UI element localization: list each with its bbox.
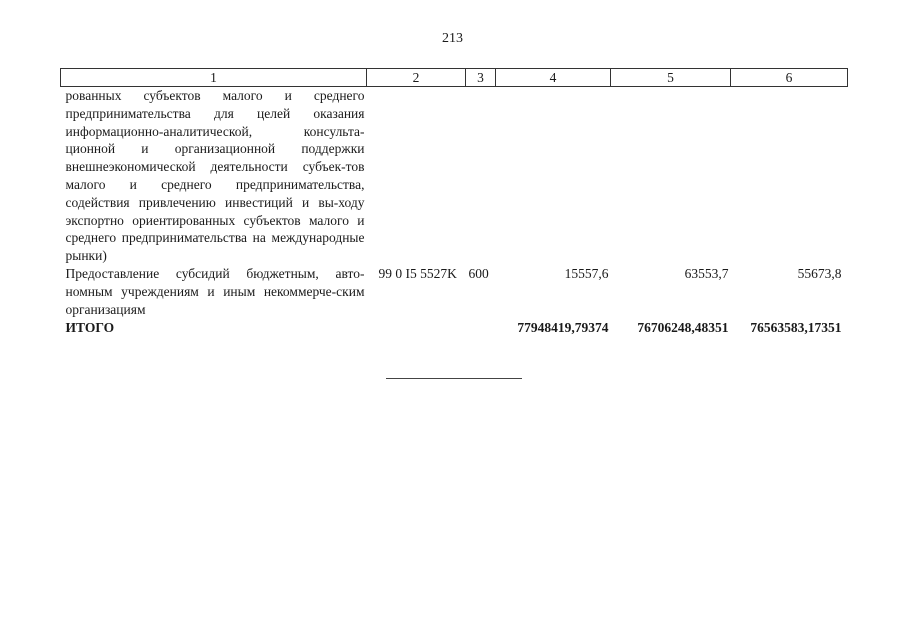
column-number-5: 5 — [611, 69, 731, 87]
closing-separator-line — [386, 378, 522, 379]
row-description: Предоставление субсидий бюджетным, авто-номным учреждениям и иным некоммерче-ским организациям — [65, 265, 365, 317]
row-target-article-code — [367, 87, 466, 265]
row-expense-type-code: 600 — [468, 265, 489, 281]
column-number-row — [61, 69, 848, 87]
table-row — [61, 87, 848, 265]
row-amount-col6 — [731, 87, 848, 265]
column-number-4: 4 — [496, 69, 611, 87]
total-amount-col5: 76706248,48351 — [637, 320, 729, 336]
row-amount-col6: 55673,8 — [797, 265, 842, 281]
table-row — [61, 265, 848, 318]
total-label: ИТОГО — [65, 320, 115, 336]
total-empty-col2 — [367, 318, 466, 337]
budget-table — [60, 68, 848, 337]
row-amount-col5 — [611, 87, 731, 265]
row-description: рованных субъектов малого и среднего предпринимательства для целей оказания информационно-аналитической, консульта-ционной и организационной поддержки внешнеэкономической деятельности субъек-тов малого и среднего предпринимательства, содействия привлечению инвестиций и вы-ходу экспортно ориентированных субъектов малого и среднего предпринимательства на международные рынки) — [65, 88, 365, 264]
page-number: 213 — [442, 31, 463, 46]
total-empty-col3 — [466, 318, 496, 337]
column-number-2: 2 — [367, 69, 466, 87]
row-amount-col4: 15557,6 — [564, 265, 609, 281]
total-amount-col4: 77948419,79374 — [517, 320, 609, 336]
total-row — [61, 318, 848, 337]
row-amount-col4 — [496, 87, 611, 265]
row-expense-type-code — [466, 87, 496, 265]
column-number-6: 6 — [731, 69, 848, 87]
column-number-1: 1 — [61, 69, 367, 87]
total-amount-col6: 76563583,17351 — [750, 320, 842, 336]
row-target-article-code: 99 0 I5 5527K — [378, 265, 457, 281]
row-amount-col5: 63553,7 — [684, 265, 729, 281]
column-number-3: 3 — [466, 69, 496, 87]
